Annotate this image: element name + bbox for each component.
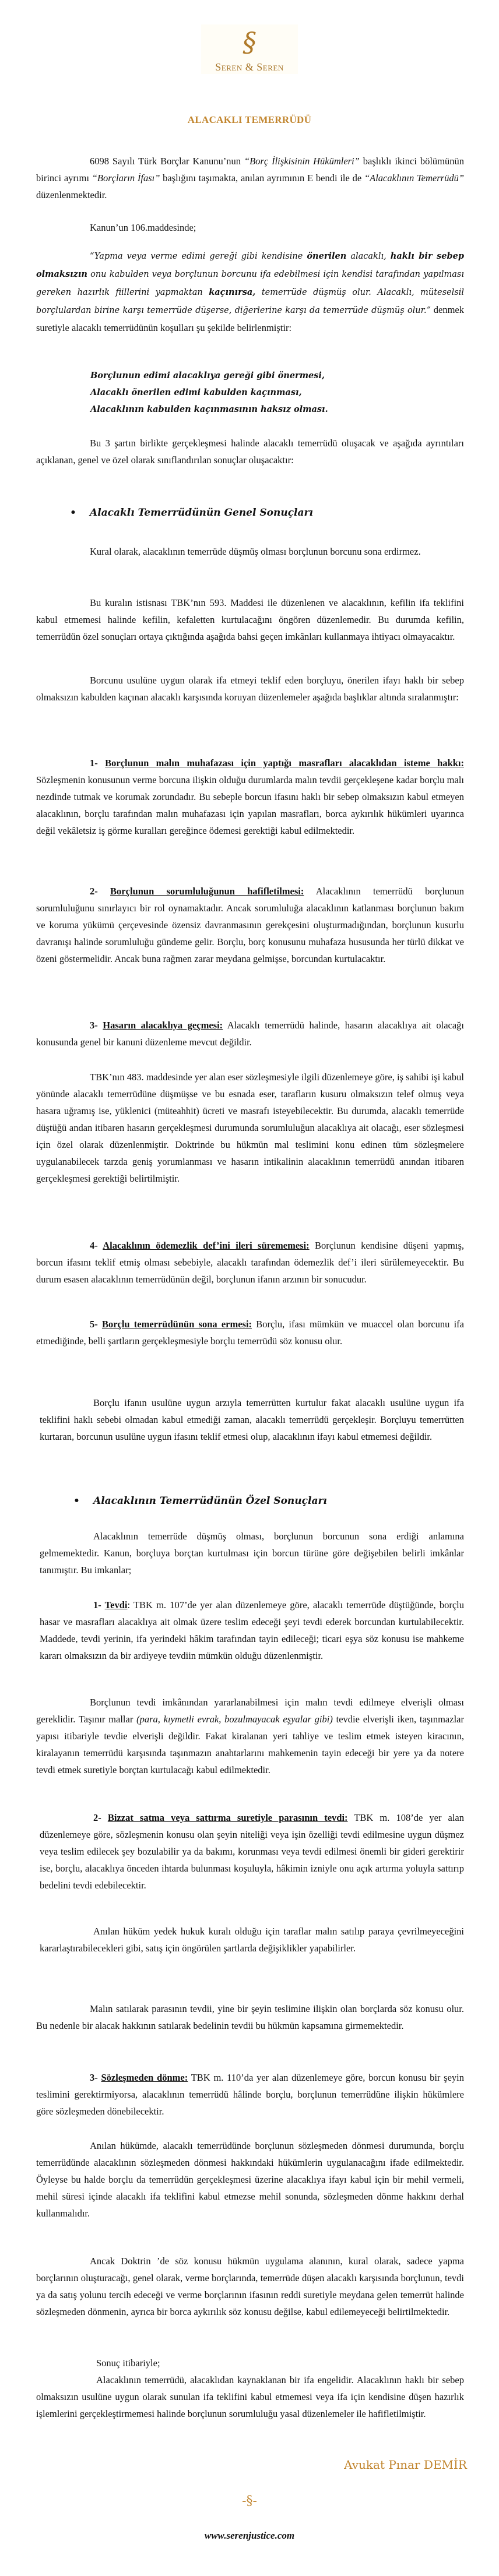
paragraph-text: Kural olarak, alacaklının temerrüde düşmüş olması borçlunun borcunu sona erdirmez. — [90, 546, 421, 557]
paragraph-text: Borçlu ifanın usulüne uygun arzıyla temerrütten kurtulur fakat alacaklı usulüne uygun ifa teklifini haklı sebebi olmadan kabul etmediği zaman, alacaklı temerrüdü gerçekleşir. Borçluyu temerrütten kurtaran, borcunun usulüne uygun ifasını teklif etmesi olup, alacaklının ifayı kabul etmemesi değildir. — [40, 1397, 464, 1442]
item-text: : TBK m. 107’de yer alan düzenlemeye göre, alacaklı temerrüde düştüğünde, borçlu hasar ve masrafları alacaklıya ait olmak üzere teslim edeceği şeyi tevdi ederek borcundan kurtulabilecektir. Maddede, tevdi yerinin, ifa yerindeki hâkim tarafından tayin edileceği; ticari eşya söz konusu ise mahkeme kararı olmaksızın da bir ardiyeye tevdiin mümkün olduğu düzenlenmiştir. — [40, 1599, 464, 1661]
conditions-summary — [36, 435, 464, 468]
bullet-icon: • — [70, 507, 76, 519]
firm-name: Seren & Seren — [215, 61, 284, 73]
item-text: Borçlu, ifası mümkün ve muaccel olan borcunu ifa etmediğinde, belli şartların gerçekleşmesiyle borçlu temerrüdü söz konusu olur. — [36, 1319, 464, 1347]
website-link[interactable]: www.serenjustice.com — [204, 2530, 295, 2541]
special-item-1 — [40, 1597, 464, 1664]
item-number: 3- — [90, 2072, 101, 2083]
quote-text: “Yapma veya verme edimi gereği gibi kendisine — [90, 252, 307, 261]
article-intro — [36, 219, 464, 236]
paragraph-text: Bu kuralın istisnası TBK’nın 593. Maddesi ile düzenlenen ve alacaklının, kefilin ifa teklifini kabul etmemesi halinde kefilin, kefaletten kurtulacağını öngören düzenlemedir. Bu durumda kefilin, temerrüdün özel sonuçları ortaya çıktığında aşağıda bahsi geçen imkânları kullanmaya ihtiyacı olmayacaktır. — [36, 597, 464, 642]
intro-text: 6098 Sayılı Türk Borçlar Kanunu’nun — [90, 156, 244, 167]
special-p1 — [40, 1528, 464, 1578]
general-p1 — [36, 543, 464, 560]
section-s-logo-icon: § — [243, 26, 256, 58]
conditions-summary-text: Bu 3 şartın birlikte gerçekleşmesi halinde alacaklı temerrüdü oluşacak ve aşağıda ayrıntıları açıklanan, genel ve özel olarak sınıflandırılan sonuçlar oluşacaktır: — [36, 438, 464, 466]
paragraph-text: Anılan hükümde, alacaklı temerrüdünde borçlunun sözleşmeden dönmesi durumunda, borçlu temerrüdünde alacaklının sözleşmeden dönmesi hakkındaki hükümlerin uygulanacağını ifade edilmektedir. Öyleyse bu halde borçlu da temerrüdün gerçekleşmesi üzerine alacaklıya ifayı kabul için bir mehil vermeli, mehil süresi içinde alacaklı ifa teklifini kabul etmezse mehil sonunda, sözleşmeden dönme hakkını derhal kullanmalıdır. — [36, 2140, 464, 2219]
conclusion-text: Alacaklının temerrüdü, alacaklıdan kaynaklanan bir ifa engelidir. Alacaklının haklı bir sebep olmaksızın usulüne uygun olarak sunulan ifa teklifini kabul etmemesi veya ifa için kendisine düşen hazırlık işlemlerini gerçekleştirmemesi halinde borçlunun sorumluluğu yasal düzenlemeler ile hafifletilmiştir. — [36, 2374, 464, 2419]
quote-emphasis: haklı bir sebep olmaksızın — [36, 251, 464, 279]
general-item-2 — [36, 883, 464, 967]
special-item-2 — [40, 1809, 464, 1894]
firm-logo — [201, 24, 298, 74]
quote-emphasis: önerilen — [307, 251, 347, 261]
paragraph-text: Borçlunun tevdi imkânından yararlanabilmesi için malın tevdi edilmeye elverişli olması gereklidir. Taşınır mallar — [36, 1697, 464, 1725]
borclu-paragraph — [40, 1394, 464, 1445]
item-text: Borçlunun kendisine düşeni yapmış, borcun ifasını teklif etmiş olması sebebiyle, alacaklı tarafından ödemezlik def’i ileri sürülemeyecektir. Bu durum esasen alacaklının temerrüdünün değil, borçlunun ifanın arzının bir sonucudur. — [36, 1240, 464, 1285]
section-heading-text: Alacaklı Temerrüdünün Genel Sonuçları — [90, 507, 313, 519]
condition-item: Alacaklının kabulden kaçınmasının haksız olması. — [90, 404, 328, 414]
item-title: Borçlunun sorumluluğunun hafifletilmesi: — [110, 886, 304, 897]
author-signature: Avukat Pınar DEMİR — [344, 2458, 467, 2472]
section-heading-text: Alacaklının Temerrüdünün Özel Sonuçları — [93, 1495, 327, 1507]
paragraph-text: Anılan hüküm yedek hukuk kuralı olduğu için taraflar malın satılıp paraya çevrilmeyeceğini kararlaştırabilecekleri gibi, satış için öngörülen şartlarda değişiklikler yapabilirler. — [40, 1926, 464, 1954]
general-item-5 — [36, 1316, 464, 1349]
intro-text: düzenlenmektedir. — [36, 189, 107, 200]
conclusion-lead-text: Sonuç itibariyle; — [96, 2357, 160, 2369]
paragraph-text: tevdie elverişli iken, taşınmazlar yapısı itibariyle tevdie elverişli değildir. Fakat kiralanan yeri tahliye ve teslim etmek isteyen kiracının, kiralayanın temerrüdü karşısında taşınmazın anahtarlarını mahkemenin tayin edeceği bir yere ya da notere tevdi etmek suretiyle borçtan kurtulacağı kabul edilmektedir. — [36, 1714, 464, 1775]
intro-paragraph — [36, 153, 464, 203]
paragraph-text: Borcunu usulüne uygun olarak ifa etmeyi teklif eden borçluyu, önerilen ifayı haklı bir sebep olmaksızın kabulden kaçınan alacaklı karşısında koruyan düzenlemeler aşağıda başlıklar altında sıralanmıştır: — [36, 675, 464, 703]
item-number: 5- — [90, 1319, 102, 1330]
malin-paragraph — [36, 2000, 464, 2034]
item-number: 1- — [93, 1599, 105, 1611]
item-title: Borçlunun malın muhafazası için yaptığı masrafları alacaklıdan isteme hakkı: — [105, 757, 464, 769]
section-sign-icon: -§- — [242, 2494, 257, 2508]
condition-item: Alacaklı önerilen edimi kabulden kaçınması, — [90, 387, 302, 397]
paragraph-italic: (para, kıymetli evrak, bozulmayacak eşyalar gibi) — [136, 1714, 333, 1725]
intro-text: başlığını taşımakta, anılan ayrımının E bendi ile de — [160, 172, 364, 184]
general-p3 — [36, 672, 464, 706]
item-title: Borçlu temerrüdünün sona ermesi: — [101, 1319, 252, 1330]
quote-after-text: denmek suretiyle alacaklı temerrüdünün koşulları şu şekilde belirlenmiştir: — [36, 304, 465, 333]
item-number: 2- — [93, 1812, 108, 1823]
anilan-paragraph — [40, 1923, 464, 1957]
intro-quote-3: “Alacaklının Temerrüdü” — [364, 172, 464, 184]
condition-item: Borçlunun edimi alacaklıya gereği gibi önermesi, — [90, 371, 325, 380]
general-item-1 — [36, 755, 464, 839]
item-text: TBK m. 108’de yer alan düzenlemeye göre, sözleşmenin konusu olan şeyin niteliği veya işin özelliği tevdi edilmesine uygun düşmez veya teslim edilecek şey bozulabilir ya da bakımı, korunması veya tevdi edilmesi önemli bir gideri gerektirir ise, borçlu, alacaklıya önceden ihtarda bulunması koşuluyla, hâkimin izniyle onu açık artırma yoluyla sattırıp bedelini tevdi edebilecektir. — [40, 1812, 465, 1891]
item-number: 2- — [90, 886, 111, 897]
intro-quote-2: “Borçların İfası” — [92, 172, 160, 184]
item-text: Alacaklı temerrüdü halinde, hasarın alacaklıya ait olacağı konusunda genel bir kanuni düzenleme mevcut değildir. — [36, 1020, 464, 1048]
conclusion-paragraph — [36, 2371, 464, 2422]
item-text: Alacaklının temerrüdü borçlunun sorumluluğunu sınırlayıcı bir rol oynamaktadır. Ancak sorumluluğa alacaklının katlanması borçlunun bakım ve koruma yükümü çerçevesinde özensiz davranmasının gerekçesini oluşturmadığından, borçlunun kusurlu davranışı halinde sorumluluğu gündeme gelir. Borçlu, borç konusunu muhafaza hususunda her türlü dikkat ve özeni göstermelidir. Ancak buna rağmen zarar meydana gelmişse, borcundan kurtulacaktır. — [36, 886, 464, 964]
item-title: Bizzat satma veya sattırma suretiyle parasının tevdi: — [107, 1812, 348, 1823]
item-title: Hasarın alacaklıya geçmesi: — [103, 1020, 223, 1031]
special-item-3 — [36, 2069, 464, 2120]
paragraph-text: TBK’nın 483. maddesinde yer alan eser sözleşmesiyle ilgili düzenlemeye göre, iş sahibi işi kabul yönünde alacaklı temerrüdüne düşmüşse ve bu esnada eser, tarafların kusuru olmaksızın telef olmuş veya hasara uğramış ise, yüklenici (müteahhit) ücreti ve masrafı isteyebilecektir. Bu durumda, alacaklı temerrüde düştüğü andan itibaren hasarın gerçekleşmesi durumunda sorumluluğun alacaklıya ait olacağı, eser sözleşmesi için özel olarak düzenlenmiştir. Doktrinde bu hükmün mal teslimini konu edinen tüm sözleşmelere uygulanabilecek tarzda geniş yorumlanması ve hasarın intikalinin alacaklının temerrüdü anından itibaren gerçekleşmesi gerektiği belirtilmiştir. — [36, 1072, 464, 1184]
section-heading-general — [70, 507, 313, 519]
general-p2 — [36, 594, 464, 645]
item-number: 1- — [90, 757, 106, 769]
quote-text: onu kabulden veya borçlunun borcunu ifa edebilmesi için kendisi tarafından yapılması gereken hazırlık fiillerini yapmaktan — [36, 270, 464, 297]
article-intro-text: Kanun’un 106.maddesinde; — [90, 222, 196, 233]
item-number: 4- — [90, 1240, 103, 1251]
general-item-3 — [36, 1017, 464, 1051]
intro-text: başlıklı ikinci bölümünün birinci ayrımı — [36, 156, 465, 184]
bullet-icon: • — [73, 1495, 80, 1507]
paragraph-text: Alacaklının temerrüde düşmüş olması, borçlunun borcunun sona erdiği anlamına gelmemektedir. Kanun, borçluya borçtan kurtulması için borcun türüne göre değişebilen belirli imkânlar tanımıştır. Bu imkanlar; — [40, 1531, 464, 1576]
quote-text: alacaklı, — [346, 252, 391, 261]
hukumde-paragraph — [36, 2137, 464, 2222]
quote-emphasis: kaçınırsa, — [209, 287, 256, 297]
item-title: Sözleşmeden dönme: — [101, 2072, 188, 2083]
tbk483-paragraph — [36, 1069, 464, 1187]
page-title: ALACAKLI TEMERRÜDÜ — [187, 114, 312, 125]
item-title: Alacaklının ödemezlik def’ini ileri sürememesi: — [103, 1240, 310, 1251]
quote-text: temerrüde düşmüş olur. Alacaklı, müteselsil borçlulardan birine karşı temerrüde düşerse, diğerlerine karşı da temerrüde düşmüş olur.” — [36, 288, 465, 315]
section-heading-special — [73, 1495, 327, 1507]
intro-quote-1: “Borç İlişkisinin Hükümleri” — [244, 156, 360, 167]
conditions-list — [90, 367, 328, 418]
tevdi-paragraph — [36, 1694, 464, 1778]
law-quote — [36, 247, 464, 336]
doktrin-paragraph — [36, 2253, 464, 2320]
item-number: 3- — [90, 1020, 103, 1031]
paragraph-text: Ancak Doktrin ’de söz konusu hükmün uygulama alanının, kural olarak, sadece yapma borçlarının oluşturacağı, genel olarak, verme borçlarında, temerrüde düşen alacaklı karşısında borçlunun, tevdi ya da satış yolunu tercih edeceği ve verme borçlarının ifasının reddi suretiyle meydana gelen temerrüt halinde sözleşmeden dönmenin, ayrıca bir borca aykırılık söz konusu değilse, kabul edilemeyeceği belirtilmektedir. — [36, 2256, 464, 2317]
item-text: Sözleşmenin konusunun verme borcuna ilişkin olduğu durumlarda malın tevdii gerçekleşene kadar borçlu malı nezdinde tutmak ve korumak zorundadır. Bu sebeple borcun ifasını haklı bir sebep olmaksızın kabul etmeyen alacaklının, borçlu tarafından malın muhafazası için yapılan masrafları, borca aykırılık hükümleri uyarınca değil vekâletsiz iş görme kuralları gereğince ödemesi gerektiği kabul edilmektedir. — [36, 774, 464, 836]
paragraph-text: Malın satılarak parasının tevdii, yine bir şeyin teslimine ilişkin olan borçlarda söz konusu olur. Bu nedenle bir alacak hakkının satılarak bedelinin tevdii bu hükmün kapsamına girmemektedir. — [36, 2003, 464, 2031]
general-item-4 — [36, 1237, 464, 1288]
item-text: TBK m. 110’da yer alan düzenlemeye göre, borcun konusu bir şeyin teslimini gerektirmiyorsa, alacaklının temerrüdü hâlinde borçlu, borçlunun temerrüdüne ilişkin hükümlere göre sözleşmeden dönebilecektir. — [36, 2072, 465, 2117]
item-title: Tevdi — [104, 1599, 128, 1611]
conclusion-lead — [36, 2355, 464, 2371]
